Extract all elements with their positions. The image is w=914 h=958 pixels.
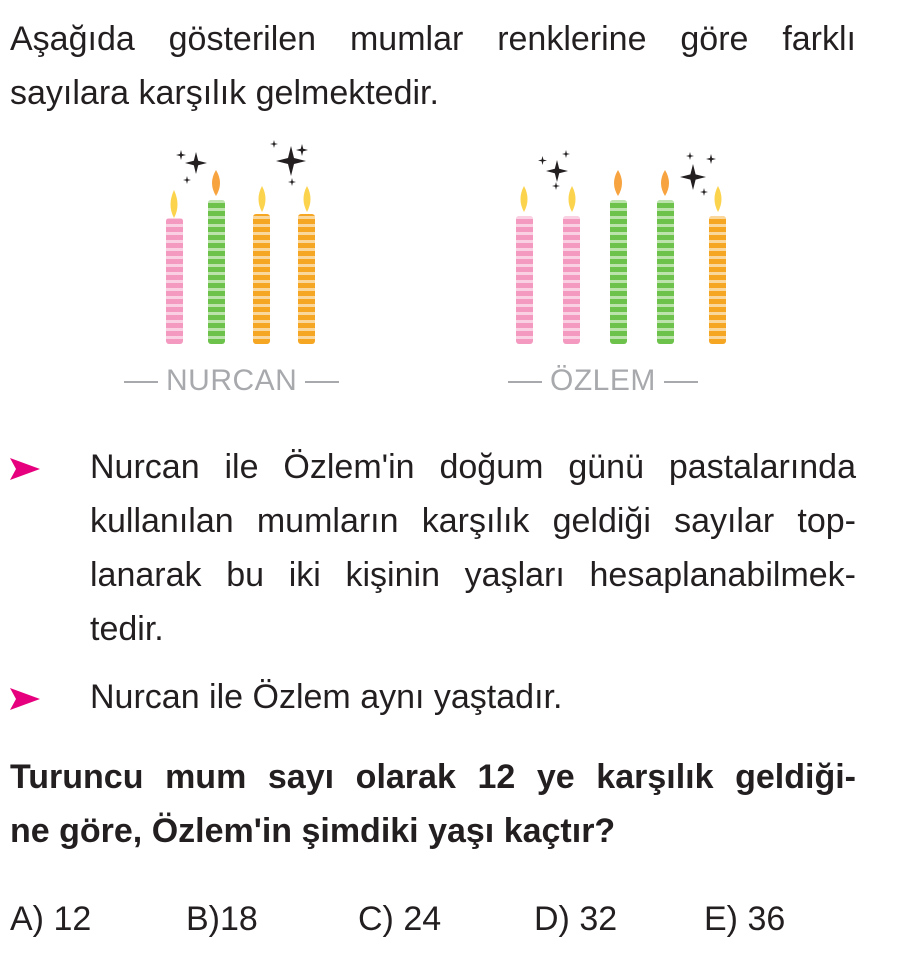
sparkle-icon [185,152,207,174]
option-d[interactable]: D) 32 [534,900,618,938]
arrow-bullet-icon [10,458,40,480]
bullet-1-line-1: Nurcan ile Özlem'in doğum günü pastalarında [90,448,856,486]
nurcan-candles [166,140,315,344]
candles-illustration [0,0,914,400]
option-c[interactable]: C) 24 [358,900,442,938]
candle-pink [516,186,533,344]
option-a[interactable]: A) 12 [10,900,92,938]
sparkle-icon [680,164,706,190]
nurcan-label [116,364,347,398]
sparkle-icon [546,160,568,182]
nurcan-label-text: NURCAN [166,364,298,397]
candle-green [657,170,674,344]
arrow-bullet-icon [10,688,40,710]
answer-options [10,892,890,946]
candle-orange [253,186,270,344]
question-line-2: ne göre, Özlem'in şimdiki yaşı kaçtır? [10,812,616,850]
intro-line-1: Aşağıda gösterilen mumlar renklerine göre farklı [10,20,856,58]
candle-pink [563,186,580,344]
bullet-text-2 [90,670,856,724]
option-e[interactable]: E) 36 [704,900,786,938]
ozlem-label-text: ÖZLEM [550,364,656,397]
bullet-1-line-3: lanarak bu iki kişinin yaşları hesaplanabilmek- [90,556,856,594]
bullet-text-1 [90,440,856,656]
intro-line-2: sayılara karşılık gelmektedir. [10,74,439,112]
candle-orange [298,186,315,344]
question-line-1: Turuncu mum sayı olarak 12 ye karşılık geldiği- [10,758,856,796]
question-text [10,750,856,858]
candle-green [610,170,627,344]
option-b[interactable]: B)18 [186,900,258,938]
candle-pink [166,190,183,344]
bullet-2-line-1: Nurcan ile Özlem aynı yaştadır. [90,678,563,716]
ozlem-label [500,364,706,398]
bullet-1-line-4: tedir. [90,610,164,648]
candle-green [208,170,225,344]
ozlem-candles [516,150,726,344]
bullet-1-line-2: kullanılan mumların karşılık geldiği sayılar top- [90,502,856,540]
candle-orange [709,186,726,344]
